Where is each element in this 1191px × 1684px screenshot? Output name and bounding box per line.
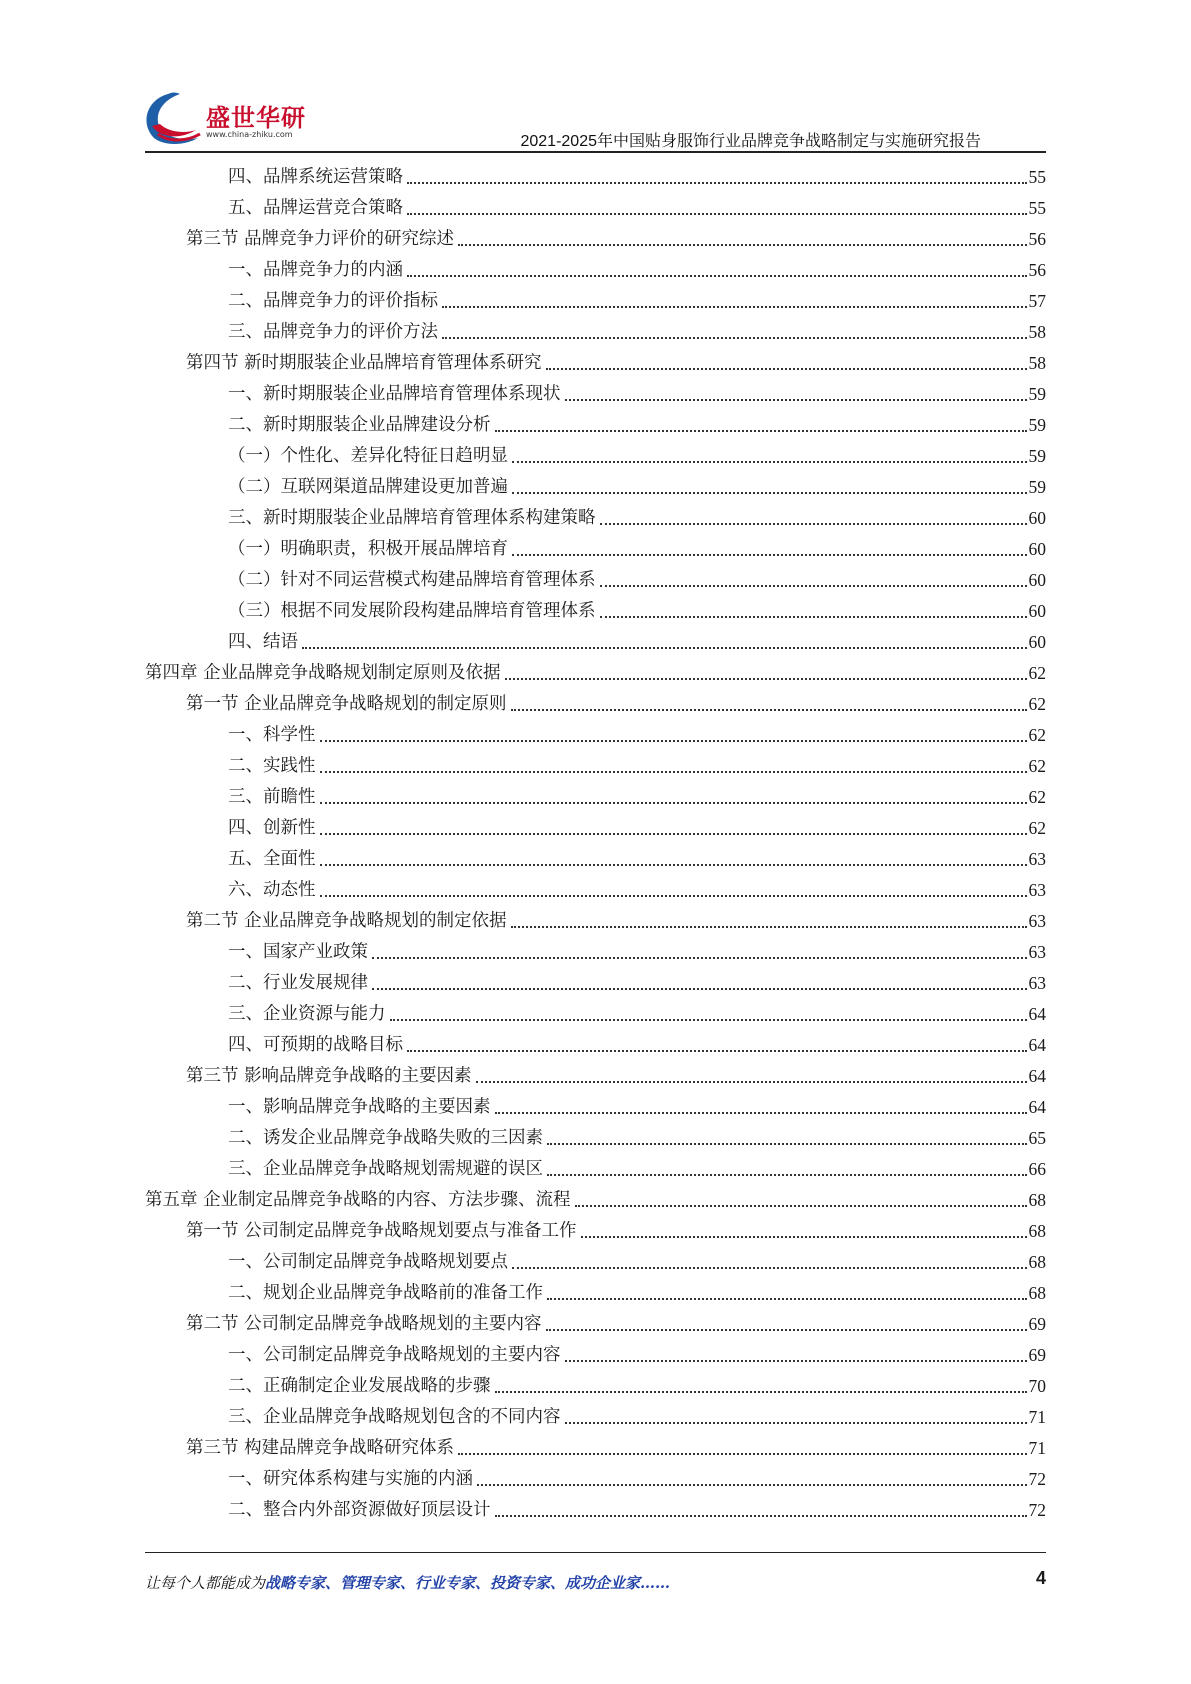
toc-entry[interactable] [228,1247,1046,1278]
toc-entry[interactable] [228,1464,1046,1495]
toc-dot-leader [581,1216,1027,1247]
toc-entry[interactable] [228,937,1046,968]
toc-entry-page: 64 [1028,1035,1046,1055]
toc-entry-page: 68 [1028,1221,1046,1241]
toc-entry-page: 58 [1028,353,1046,373]
toc-entry-page: 59 [1028,415,1046,435]
toc-dot-leader [547,1123,1027,1154]
toc-entry-label: 三、品牌竞争力的评价方法 [228,322,438,342]
toc-dot-leader [372,937,1027,968]
toc-dot-leader [495,1371,1027,1402]
toc-entry-label: 第三节 构建品牌竞争战略研究体系 [186,1438,455,1458]
logo-text: 盛世华研 [206,104,306,132]
toc-entry-label: 四、可预期的战略目标 [228,1035,403,1055]
toc-dot-leader [565,379,1027,410]
toc-entry-page: 68 [1028,1190,1046,1210]
toc-entry-label: 四、创新性 [228,818,316,838]
toc-entry-page: 63 [1028,911,1046,931]
toc-entry-page: 64 [1028,1066,1046,1086]
logo-url: www.china-zhiku.com [206,130,293,139]
toc-entry[interactable] [145,1185,1046,1216]
toc-entry[interactable] [228,782,1046,813]
toc-dot-leader [458,1433,1026,1464]
toc-entry-page: 69 [1028,1314,1046,1334]
toc-entry-page: 65 [1028,1128,1046,1148]
toc-entry[interactable] [228,1371,1046,1402]
toc-entry-page: 60 [1028,508,1046,528]
toc-entry[interactable] [228,379,1046,410]
toc-dot-leader [495,410,1027,441]
toc-entry-page: 69 [1028,1345,1046,1365]
toc-entry[interactable] [228,720,1046,751]
toc-entry-page: 63 [1028,849,1046,869]
toc-entry-label: （二）互联网渠道品牌建设更加普遍 [228,477,508,497]
toc-dot-leader [407,1030,1027,1061]
toc-entry-page: 60 [1028,570,1046,590]
toc-entry-label: 第四节 新时期服装企业品牌培育管理体系研究 [186,353,542,373]
toc-entry[interactable] [228,1340,1046,1371]
toc-dot-leader [600,565,1027,596]
toc-entry-page: 68 [1028,1283,1046,1303]
toc-dot-leader [511,906,1027,937]
toc-entry[interactable] [145,658,1046,689]
toc-entry[interactable] [228,193,1046,224]
toc-entry[interactable] [186,1061,1046,1092]
toc-entry-label: 三、新时期服装企业品牌培育管理体系构建策略 [228,508,596,528]
toc-dot-leader [302,627,1027,658]
toc-dot-leader [476,1061,1027,1092]
toc-entry-page: 62 [1028,787,1046,807]
toc-entry[interactable] [228,813,1046,844]
toc-entry[interactable] [228,1092,1046,1123]
toc-entry[interactable] [228,472,1046,503]
toc-dot-leader [547,1154,1027,1185]
toc-entry-label: 五、全面性 [228,849,316,869]
toc-entry[interactable] [228,1495,1046,1526]
toc-entry-page: 60 [1028,601,1046,621]
toc-entry-label: 一、公司制定品牌竞争战略规划要点 [228,1252,508,1272]
toc-dot-leader [565,1402,1027,1433]
toc-entry-label: 五、品牌运营竞合策略 [228,198,403,218]
toc-entry-label: 一、国家产业政策 [228,942,368,962]
toc-dot-leader [546,348,1027,379]
toc-entry-label: 三、企业品牌竞争战略规划需规避的误区 [228,1159,543,1179]
toc-entry[interactable] [228,968,1046,999]
toc-entry-page: 56 [1028,260,1046,280]
toc-entry-page: 62 [1028,756,1046,776]
slogan-highlight: 战略专家、管理专家、行业专家、投资专家、成功企业家 [265,1574,641,1592]
toc-entry-label: 一、科学性 [228,725,316,745]
toc-entry[interactable] [186,224,1046,255]
toc-entry-label: 二、品牌竞争力的评价指标 [228,291,438,311]
toc-entry-page: 58 [1028,322,1046,342]
footer-divider [145,1552,1046,1553]
header-divider [145,151,1046,153]
toc-entry[interactable] [228,534,1046,565]
toc-entry[interactable] [186,348,1046,379]
toc-entry-page: 60 [1028,539,1046,559]
toc-entry-label: 第五章 企业制定品牌竞争战略的内容、方法步骤、流程 [145,1190,571,1210]
toc-dot-leader [512,534,1027,565]
toc-dot-leader [320,813,1027,844]
toc-dot-leader [442,317,1027,348]
toc-dot-leader [407,162,1027,193]
toc-entry-label: 六、动态性 [228,880,316,900]
toc-entry[interactable] [186,689,1046,720]
toc-entry-page: 59 [1028,384,1046,404]
toc-entry-label: 二、新时期服装企业品牌建设分析 [228,415,491,435]
toc-dot-leader [495,1495,1027,1526]
toc-entry-page: 56 [1028,229,1046,249]
toc-entry[interactable] [228,441,1046,472]
toc-entry-label: 一、研究体系构建与实施的内涵 [228,1469,473,1489]
toc-dot-leader [512,1247,1027,1278]
toc-entry-page: 68 [1028,1252,1046,1272]
toc-entry-label: （二）针对不同运营模式构建品牌培育管理体系 [228,570,596,590]
toc-entry-label: 第三节 影响品牌竞争战略的主要因素 [186,1066,472,1086]
page-number: 4 [1035,1568,1046,1588]
toc-entry-label: 第一节 公司制定品牌竞争战略规划要点与准备工作 [186,1221,577,1241]
toc-dot-leader [505,658,1027,689]
toc-dot-leader [575,1185,1027,1216]
toc-dot-leader [320,720,1027,751]
toc-entry-label: 三、前瞻性 [228,787,316,807]
toc-entry-page: 59 [1028,477,1046,497]
toc-dot-leader [320,844,1027,875]
toc-entry[interactable] [228,565,1046,596]
toc-entry[interactable] [228,751,1046,782]
toc-entry-label: （三）根据不同发展阶段构建品牌培育管理体系 [228,601,596,621]
toc-entry-label: 第一节 企业品牌竞争战略规划的制定原则 [186,694,507,714]
toc-entry-page: 66 [1028,1159,1046,1179]
toc-entry-page: 55 [1028,198,1046,218]
toc-dot-leader [390,999,1027,1030]
toc-entry-page: 57 [1028,291,1046,311]
toc-dot-leader [407,255,1027,286]
toc-dot-leader [565,1340,1027,1371]
toc-entry-page: 60 [1028,632,1046,652]
toc-entry-label: 第二节 公司制定品牌竞争战略规划的主要内容 [186,1314,542,1334]
toc-entry-label: 一、新时期服装企业品牌培育管理体系现状 [228,384,561,404]
toc-dot-leader [320,751,1027,782]
toc-entry-label: （一）明确职责，积极开展品牌培育 [228,539,508,559]
toc-entry-page: 64 [1028,1004,1046,1024]
toc-entry-label: 三、企业品牌竞争战略规划包含的不同内容 [228,1407,561,1427]
toc-dot-leader [320,875,1027,906]
toc-entry-label: 一、影响品牌竞争战略的主要因素 [228,1097,491,1117]
toc-entry-label: 四、结语 [228,632,298,652]
toc-entry-label: 二、正确制定企业发展战略的步骤 [228,1376,491,1396]
toc-dot-leader [320,782,1027,813]
toc-entry[interactable] [228,162,1046,193]
toc-entry[interactable] [228,1402,1046,1433]
toc-dot-leader [512,472,1027,503]
toc-entry-page: 72 [1028,1469,1046,1489]
toc-entry[interactable] [228,999,1046,1030]
toc-entry-page: 55 [1028,167,1046,187]
toc-entry[interactable] [228,286,1046,317]
toc-entry-label: 二、规划企业品牌竞争战略前的准备工作 [228,1283,543,1303]
toc-dot-leader [458,224,1026,255]
toc-entry-label: 一、公司制定品牌竞争战略规划的主要内容 [228,1345,561,1365]
toc-entry[interactable] [186,1216,1046,1247]
toc-entry[interactable] [228,410,1046,441]
toc-dot-leader [547,1278,1027,1309]
toc-entry[interactable] [228,317,1046,348]
toc-dot-leader [442,286,1027,317]
toc-dot-leader [495,1092,1027,1123]
toc-dot-leader [600,596,1027,627]
toc-entry-label: 第四章 企业品牌竞争战略规划制定原则及依据 [145,663,501,683]
toc-dot-leader [477,1464,1027,1495]
toc-entry[interactable] [228,844,1046,875]
toc-entry-label: 二、整合内外部资源做好顶层设计 [228,1500,491,1520]
toc-entry[interactable] [186,906,1046,937]
toc-entry-label: 二、诱发企业品牌竞争战略失败的三因素 [228,1128,543,1148]
toc-entry-page: 62 [1028,694,1046,714]
toc-entry[interactable] [228,503,1046,534]
toc-entry-page: 59 [1028,446,1046,466]
toc-entry[interactable] [186,1309,1046,1340]
toc-entry-label: 三、企业资源与能力 [228,1004,386,1024]
toc-entry-label: 一、品牌竞争力的内涵 [228,260,403,280]
slogan-suffix: …… [640,1574,671,1592]
toc-entry-page: 63 [1028,973,1046,993]
toc-entry-label: 第三节 品牌竞争力评价的研究综述 [186,229,455,249]
toc-entry-label: （一）个性化、差异化特征日趋明显 [228,446,508,466]
toc-entry-page: 72 [1028,1500,1046,1520]
toc-entry[interactable] [228,1154,1046,1185]
toc-entry-page: 62 [1028,725,1046,745]
toc-dot-leader [600,503,1027,534]
toc-entry-page: 63 [1028,880,1046,900]
toc-entry[interactable] [228,875,1046,906]
toc-entry[interactable] [228,1123,1046,1154]
toc-entry-label: 四、品牌系统运营策略 [228,167,403,187]
toc-dot-leader [512,441,1027,472]
toc-entry-page: 62 [1028,818,1046,838]
report-title: 2021-2025年中国贴身服饰行业品牌竞争战略制定与实施研究报告 [520,133,981,150]
toc-entry-label: 二、行业发展规律 [228,973,368,993]
toc-entry[interactable] [228,1030,1046,1061]
toc-entry[interactable] [228,1278,1046,1309]
toc-entry-page: 71 [1028,1407,1046,1427]
toc-dot-leader [511,689,1027,720]
toc-entry[interactable] [228,255,1046,286]
toc-entry-page: 71 [1028,1438,1046,1458]
toc-entry-page: 64 [1028,1097,1046,1117]
toc-entry-page: 63 [1028,942,1046,962]
toc-entry[interactable] [228,627,1046,658]
toc-dot-leader [407,193,1027,224]
toc-dot-leader [372,968,1027,999]
toc-entry-page: 70 [1028,1376,1046,1396]
slogan-prefix: 让每个人都能成为 [145,1574,266,1592]
page-header [0,0,1191,160]
toc-entry-label: 二、实践性 [228,756,316,776]
toc-dot-leader [546,1309,1027,1340]
toc-entry-page: 62 [1028,663,1046,683]
footer-slogan [145,1572,670,1593]
toc-entry-label: 第二节 企业品牌竞争战略规划的制定依据 [186,911,507,931]
toc-entry[interactable] [228,596,1046,627]
toc-entry[interactable] [186,1433,1046,1464]
